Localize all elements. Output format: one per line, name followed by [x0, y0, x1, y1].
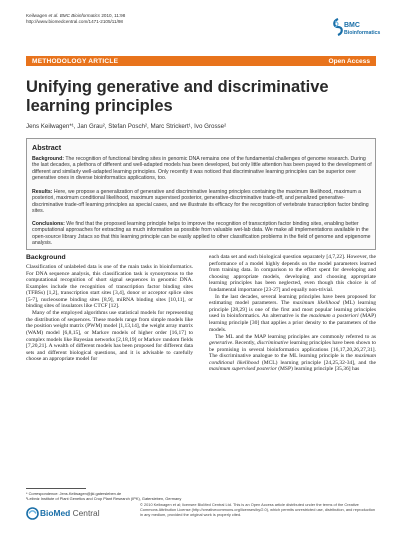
journal-logo: [332, 18, 381, 40]
abstract-heading: Abstract: [32, 143, 62, 152]
right-p2-text-c: (MAP) learning principle [30] that applies a prior density to the parameters of the models.: [209, 313, 376, 333]
abstract-conclusions: [32, 221, 372, 247]
right-p3-text-a: The ML and the MAP learning principles are commonly referred to as: [215, 333, 376, 340]
biomed-central-logo: [26, 505, 106, 521]
citation-volume: 2010, 11:98: [100, 13, 126, 18]
right-p2-text-a: In the last decades, several learning principles have been proposed for estimating model parameters. The: [209, 293, 376, 307]
citation-header: [26, 13, 125, 25]
article-type-band: [26, 56, 376, 66]
copyright-notice: © 2010 Keilwagen et al; licensee BioMed Central Ltd. This is an Open Access article distributed under the terms of the Creative Commons Attribution License (http://creativecommons.org/licenses/by/2.0), which permits unrestricted use, distribution, and reproduction in any medium, provided the original work is properly cited.: [140, 502, 376, 517]
right-p3-text-e: (MSP) learning principle [35,36] has: [276, 366, 360, 373]
right-column: [209, 254, 376, 373]
biomed-swirl-icon: [26, 507, 39, 520]
footnote: [26, 491, 193, 501]
logo-biomed: BioMed: [40, 508, 71, 518]
right-paragraph-2: [209, 294, 376, 333]
article-type-label: METHODOLOGY ARTICLE: [32, 57, 119, 65]
term-map: maximum a posteriori: [309, 313, 359, 320]
article-title: Unifying generative and discriminative learning principles: [26, 78, 329, 115]
bmc-swirl-icon: [332, 18, 344, 36]
correspondence-line[interactable]: * Correspondence: Jens.Keilwagen@jki.gatersleben.de: [26, 491, 122, 496]
left-column: [26, 264, 193, 363]
logo-journal-text: Bioinformatics: [344, 30, 381, 36]
citation-etal: et al.: [48, 13, 59, 18]
right-p2-text-b: (ML) learning principle [28,29] is one of the first and most popular learning principles used in bioinformatics. An alternative is the: [209, 300, 376, 320]
citation-journal: BMC Bioinformatics: [58, 13, 101, 18]
abstract-box: [26, 138, 376, 250]
biomed-central-text: [40, 508, 100, 518]
abstract-conclusions-label: Conclusions:: [32, 221, 65, 227]
term-generative: generative: [209, 340, 233, 347]
logo-bmc-text: BMC: [344, 22, 360, 29]
abstract-results: [32, 189, 372, 215]
logo-central: Central: [70, 508, 100, 518]
right-paragraph-1: each data set and each biological question separately [4,7,22]. However, the performance of a model highly depends on the model parameters learned from training data. In comparison to the effort spent for developing and choosing appropriate models, developing and choosing appropriate learning principles has been neglected, even though this choice is of fundamental importance [23-27] and equally non-trivial.: [209, 254, 376, 293]
left-paragraph-2: Many of the employed algorithms use statistical models for representing the distribution of sequences. These models range from simple models like the position weight matrix (PWM) model [1,13,14], the weight array matrix (WAM) model [6,8,15], or Markov models of higher order [16,17] to complex models like Bayesian networks [2,18,19] or Markov random fields [7,20,21]. A wealth of different models has been proposed for different data sets and different biological questions, and it is advisable to carefully choose an appropriate model for: [26, 310, 193, 363]
abstract-results-label: Results:: [32, 189, 53, 195]
left-paragraph-1: Classification of unlabeled data is one of the main tasks in bioinformatics. For DNA sequence analysis, this classification task is synonymous to the computational recognition of short signal sequences in genomic DNA. Examples include the recognition of transcription factor binding sites (TFBSs) [1,2], transcription start sites [3,4], donor or acceptor splice sites [5-7], nucleosome binding sites [8,9], miRNA binding sites [10,11], or binding sites of insulators like CTCF [12].: [26, 264, 193, 310]
footnote-divider: [26, 488, 86, 489]
term-mcl: maximum conditional likelihood: [209, 353, 376, 366]
abstract-background-text: The recognition of functional binding sites in genomic DNA remains one of the fundamental challenges of genome research. During the last decades, a plethora of different and well-adapted models has been developed, but only little attention has been payed to the development of different and similarly well-adapted learning principles. Only recently it was noticed that discriminative learning principles can be superior over generative ones in diverse bioinformatics applications, too.: [32, 156, 372, 182]
right-p3-text-b: . Recently,: [232, 340, 257, 347]
abstract-background-label: Background:: [32, 156, 64, 162]
citation-url[interactable]: http://www.biomedcentral.com/1471-2105/11/98: [26, 19, 123, 24]
term-ml: maximum likelihood: [292, 300, 340, 307]
right-p3-text-d: (MCL) learning principle [24,25,32-34], and the: [258, 359, 376, 366]
abstract-results-text: Here, we propose a generalization of generative and discriminative learning principles containing the maximum likelihood, maximum a posteriori, maximum conditional likelihood, maximum supervised posterior, generative-discriminative trade-off, and penalized generative-discriminative trade-off learning principles as special cases, and we illustrate its efficacy for the recognition of vertebrate transcription factor binding sites.: [32, 189, 369, 215]
term-msp: maximum supervised posterior: [209, 366, 277, 373]
term-discriminative: discriminative: [256, 340, 289, 347]
open-access-label: Open Access: [328, 57, 370, 65]
author-list: Jens Keilwagen*¹, Jan Grau², Stefan Posch², Marc Strickert¹, Ivo Grosse²: [26, 123, 227, 130]
right-paragraph-3: [209, 334, 376, 373]
section-heading-background: Background: [26, 254, 66, 261]
abstract-conclusions-text: We find that the proposed learning principle helps to improve the recognition of transcription factor binding sites, enabling better computational approaches for extracting as much information as possible from valuable wet-lab data. We make all implementations available in the open-source library Jstacs so that this learning principle can be easily applied to other classification problems in the field of genome and epigenome analysis.: [32, 221, 371, 247]
abstract-background: [32, 156, 372, 182]
affiliation-line: ¹Leibniz Institute of Plant Genetics and Crop Plant Research (IPK), Gatersleben, Germany: [26, 496, 182, 501]
right-p3-text-c: learning principles have been shown to be promising in several bioinformatics applications [16,17,20,26,27,31]. The discriminative analogue to the ML learning principle is the: [209, 340, 376, 360]
citation-authors: Keilwagen: [26, 13, 49, 18]
